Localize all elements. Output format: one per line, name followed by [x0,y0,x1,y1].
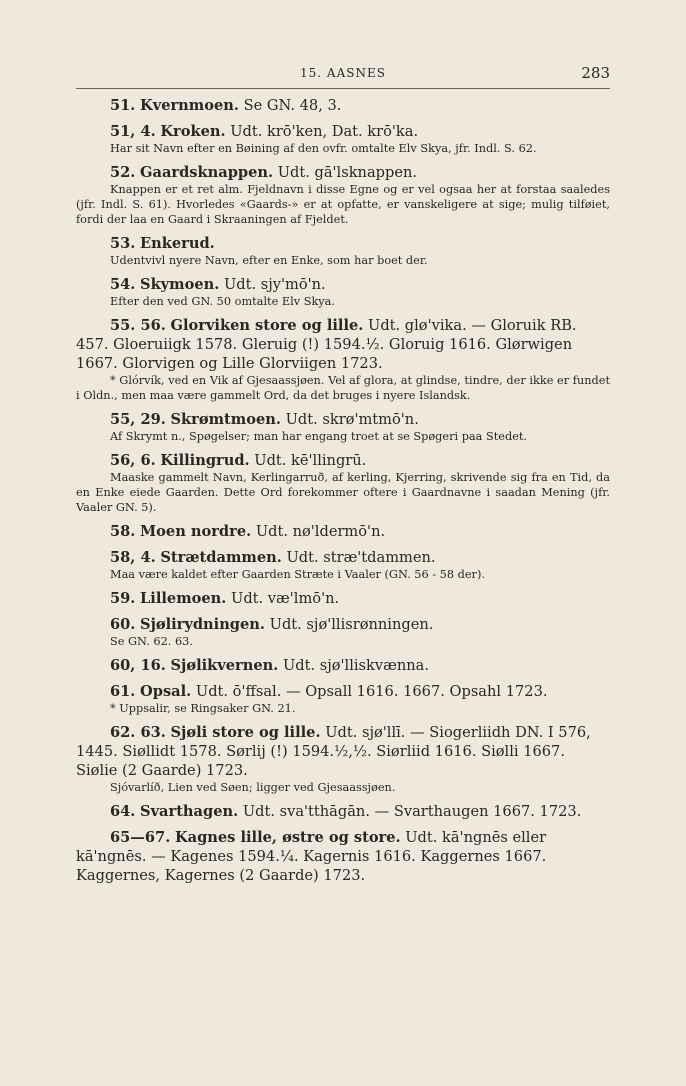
entry-text: Udt. kā'ngnēs eller kā'ngnēs. — Kagenes 1594.¼. Kagernis 1616. Kaggernes 1667. Kaggernes, Kagernes (2 Gaarde) 1723. [76,829,547,884]
entry-58-4 [76,548,610,582]
entry-name: Skymoen. [140,276,220,293]
entry-note: Udentvivl nyere Navn, efter en Enke, som har boet der. [110,254,428,267]
entry-name: Sjølirydningen. [140,616,265,633]
entry-note: Maa være kaldet efter Gaarden Stræte i Vaaler (GN. 56 - 58 der). [110,568,485,581]
entry-note: Af Skrymt n., Spøgelser; man har engang troet at se Spøgeri paa Stedet. [110,430,528,443]
entry-56-6 [76,451,610,515]
entry-number: 51. [110,97,136,114]
entry-60 [76,615,610,649]
entry-61 [76,682,610,716]
entry-note: Efter den ved GN. 50 omtalte Elv Skya. [110,295,335,308]
entry-name: Gaardsknappen. [140,164,274,181]
entry-52 [76,163,610,227]
entry-number: 62. 63. [110,724,166,741]
entry-51 [76,96,610,115]
entry-text: Udt. sjø'llī. — Siogerliidh DN. I 576, 1445. Siøllidt 1578. Sørlij (!) 1594.½,½. Siørliid 1616. Siølli 1667. Siølie (2 Gaarde) 1723. [76,724,591,779]
entry-name: Moen nordre. [140,523,252,540]
entry-note: Har sit Navn efter en Bøining af den ovfr. omtalte Elv Skya, jfr. Indl. S. 62. [110,142,537,155]
entry-58 [76,522,610,541]
entry-name: Lillemoen. [140,590,227,607]
entry-text: Udt. sva'tthāgān. — Svarthaugen 1667. 1723. [242,803,582,820]
entry-text: Udt. nø'ldermō'n. [255,523,386,540]
entry-note: * Uppsalir, se Ringsaker GN. 21. [110,702,296,715]
entry-text: Udt. glø'vika. — Gloruik RB. 457. Gloeruiigk 1578. Gleruig (!) 1594.½. Gloruig 1616. Glørwigen 1667. Glorvigen og Lille Glorviigen 1723. [76,317,577,372]
entry-text: Udt. sjø'lliskvænna. [282,657,429,674]
entry-51-4 [76,122,610,156]
entry-text: Udt. ō'ffsal. — Opsall 1616. 1667. Opsahl 1723. [195,683,548,700]
entry-text: Udt. stræ'tdammen. [286,549,436,566]
entry-65-67 [76,828,610,885]
entry-text: Udt. gā'lsknappen. [277,164,418,181]
entry-text: Udt. krō'ken, Dat. krō'ka. [230,123,419,140]
entry-text: Udt. sjy'mō'n. [223,276,326,293]
running-header [76,66,610,89]
entry-number: 55. 56. [110,317,166,334]
entry-number: 61. [110,683,136,700]
entry-62-63 [76,723,610,795]
entry-number: 64. [110,803,136,820]
entry-55-56 [76,316,610,403]
entry-name: Glorviken store og lille. [170,317,364,334]
entry-number: 58, 4. [110,549,156,566]
page-number: 283 [581,64,610,82]
entry-55-29 [76,410,610,444]
entries-list [76,96,610,892]
entry-name: Kroken. [160,123,226,140]
entry-name: Sjøli store og lille. [170,724,321,741]
entry-name: Svarthagen. [140,803,239,820]
entry-note: Knappen er et ret alm. Fjeldnavn i disse Egne og er vel ogsaa her at forstaa saaledes (jfr. Indl. S. 61). Hvorledes «Gaards-» er at opfatte, er vanskeligere at sige; mulig tilføiet, fordi der laa en Gaard i Skraaningen af Fjeldet. [76,183,610,226]
entry-number: 59. [110,590,136,607]
entry-note: Se GN. 62. 63. [110,635,193,648]
entry-name: Kagnes lille, østre og store. [174,829,401,846]
entry-number: 53. [110,235,136,252]
entry-note: * Glórvík, ved en Vik af Gjesaassjøen. Vel af glora, at glindse, tindre, der ikke er fundet i Oldn., men maa være gammelt Ord, da det bruges i nyere Islandsk. [76,374,610,402]
entry-name: Skrømtmoen. [170,411,281,428]
entry-name: Enkerud. [140,235,215,252]
entry-text: Udt. sjø'llisrønningen. [269,616,434,633]
entry-number: 54. [110,276,136,293]
entry-note: Sjóvarlíð, Lien ved Søen; ligger ved Gjesaassjøen. [110,781,396,794]
entry-number: 56, 6. [110,452,156,469]
entry-60-16 [76,656,610,675]
entry-name: Strætdammen. [160,549,282,566]
entry-number: 65—67. [110,829,171,846]
entry-number: 51, 4. [110,123,156,140]
entry-54 [76,275,610,309]
entry-name: Sjølikvernen. [170,657,279,674]
entry-53 [76,234,610,268]
entry-name: Killingrud. [160,452,250,469]
entry-text: Udt. skrø'mtmō'n. [285,411,419,428]
entry-name: Kvernmoen. [140,97,239,114]
entry-name: Opsal. [140,683,192,700]
entry-text: Udt. væ'lmō'n. [231,590,340,607]
entry-number: 52. [110,164,136,181]
header-title: 15. AASNES [300,66,386,80]
entry-number: 55, 29. [110,411,166,428]
entry-text: Udt. kē'llingrū. [254,452,367,469]
entry-text: Se GN. 48, 3. [243,97,342,114]
entry-59 [76,589,610,608]
entry-64 [76,802,610,821]
entry-note: Maaske gammelt Navn, Kerlingarruð, af kerling, Kjerring, skrivende sig fra en Tid, da en Enke eiede Gaarden. Dette Ord forekommer oftere i Gaardnavne i saadan Mening (jfr. Vaaler GN. 5). [76,471,610,514]
entry-number: 58. [110,523,136,540]
entry-number: 60. [110,616,136,633]
entry-number: 60, 16. [110,657,166,674]
